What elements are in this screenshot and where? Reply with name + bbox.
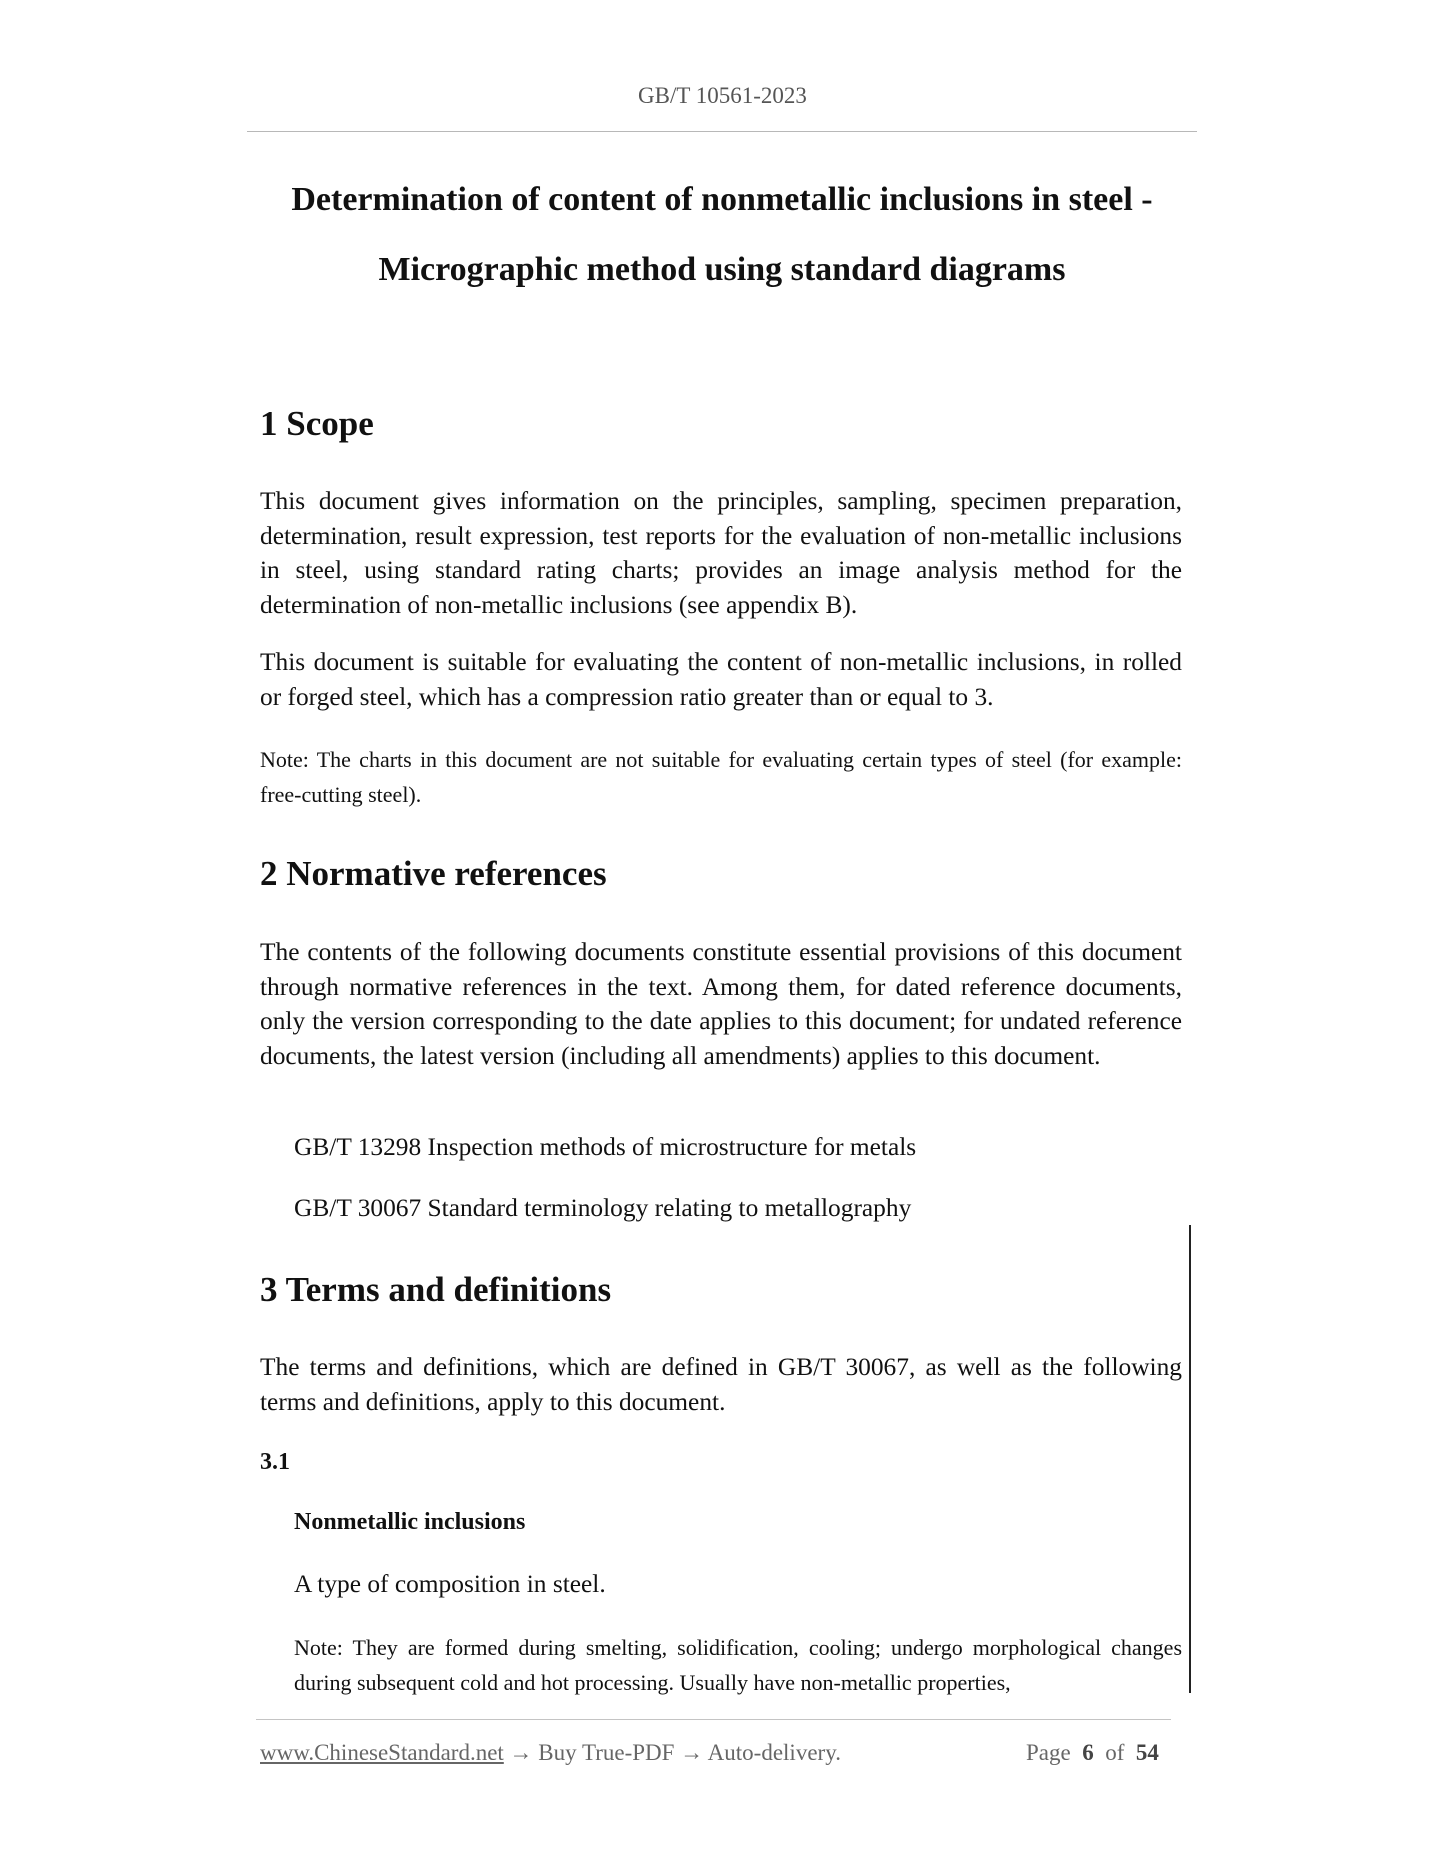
arrow-right-icon: → xyxy=(509,1740,533,1765)
scope-paragraph-1: This document gives information on the principles, sampling, specimen preparation, determination, result expression, test reports for the evaluation of non-metallic inclusions in steel, using standard rating charts; provides an image analysis method for the determination of non-metallic inclusions (see appendix B). xyxy=(260,487,1182,619)
scope-note: Note: The charts in this document are not suitable for evaluating certain types of steel (for example: free-cutting steel). xyxy=(260,747,1182,807)
term-number: 3.1 xyxy=(260,1449,290,1475)
term-name: Nonmetallic inclusions xyxy=(294,1509,526,1535)
terms-definitions-heading: 3 Terms and definitions xyxy=(260,1270,612,1309)
document-title-line-1: Determination of content of nonmetallic inclusions in steel - xyxy=(291,181,1153,218)
document-title xyxy=(247,165,1197,305)
document-title-line-2: Micrographic method using standard diagrams xyxy=(378,251,1066,288)
normative-references-paragraph: The contents of the following documents constitute essential provisions of this document through normative references in the text. Among them, for dated reference documents, only the version corresponding to the date applies to this document; for undated reference documents, the latest version (including all amendments) applies to this document. xyxy=(260,938,1182,1070)
page-total: 54 xyxy=(1135,1740,1159,1765)
page-current: 6 xyxy=(1082,1740,1094,1765)
normative-references-heading: 2 Normative references xyxy=(260,854,607,893)
page-indicator xyxy=(1026,1739,1159,1767)
running-header: GB/T 10561-2023 xyxy=(638,83,807,108)
revision-change-bar xyxy=(1189,1225,1191,1693)
reference-item-gbt-13298: GB/T 13298 Inspection methods of microstructure for metals xyxy=(294,1133,917,1161)
header-rule xyxy=(247,131,1197,132)
arrow-right-icon: → xyxy=(680,1740,704,1765)
website-link[interactable]: www.ChineseStandard.net xyxy=(260,1740,504,1765)
term-note: Note: They are formed during smelting, solidification, cooling; undergo morphological changes during subsequent cold and hot processing. Usually have non-metallic properties, xyxy=(294,1635,1182,1695)
footer-left xyxy=(260,1739,841,1767)
reference-item-gbt-30067: GB/T 30067 Standard terminology relating to metallography xyxy=(294,1194,912,1222)
term-definition: A type of composition in steel. xyxy=(294,1570,606,1598)
page-label: Page xyxy=(1026,1740,1071,1765)
terms-definitions-paragraph: The terms and definitions, which are defined in GB/T 30067, as well as the following terms and definitions, apply to this document. xyxy=(260,1353,1182,1416)
buy-true-pdf-text: Buy True-PDF xyxy=(538,1740,675,1765)
scope-heading: 1 Scope xyxy=(260,404,374,443)
auto-delivery-text: Auto-delivery. xyxy=(707,1740,841,1765)
scope-paragraph-2: This document is suitable for evaluating the content of non-metallic inclusions, in rolled or forged steel, which has a compression ratio greater than or equal to 3. xyxy=(260,648,1182,711)
page-of-label: of xyxy=(1105,1740,1125,1765)
footer-rule xyxy=(256,1719,1171,1720)
